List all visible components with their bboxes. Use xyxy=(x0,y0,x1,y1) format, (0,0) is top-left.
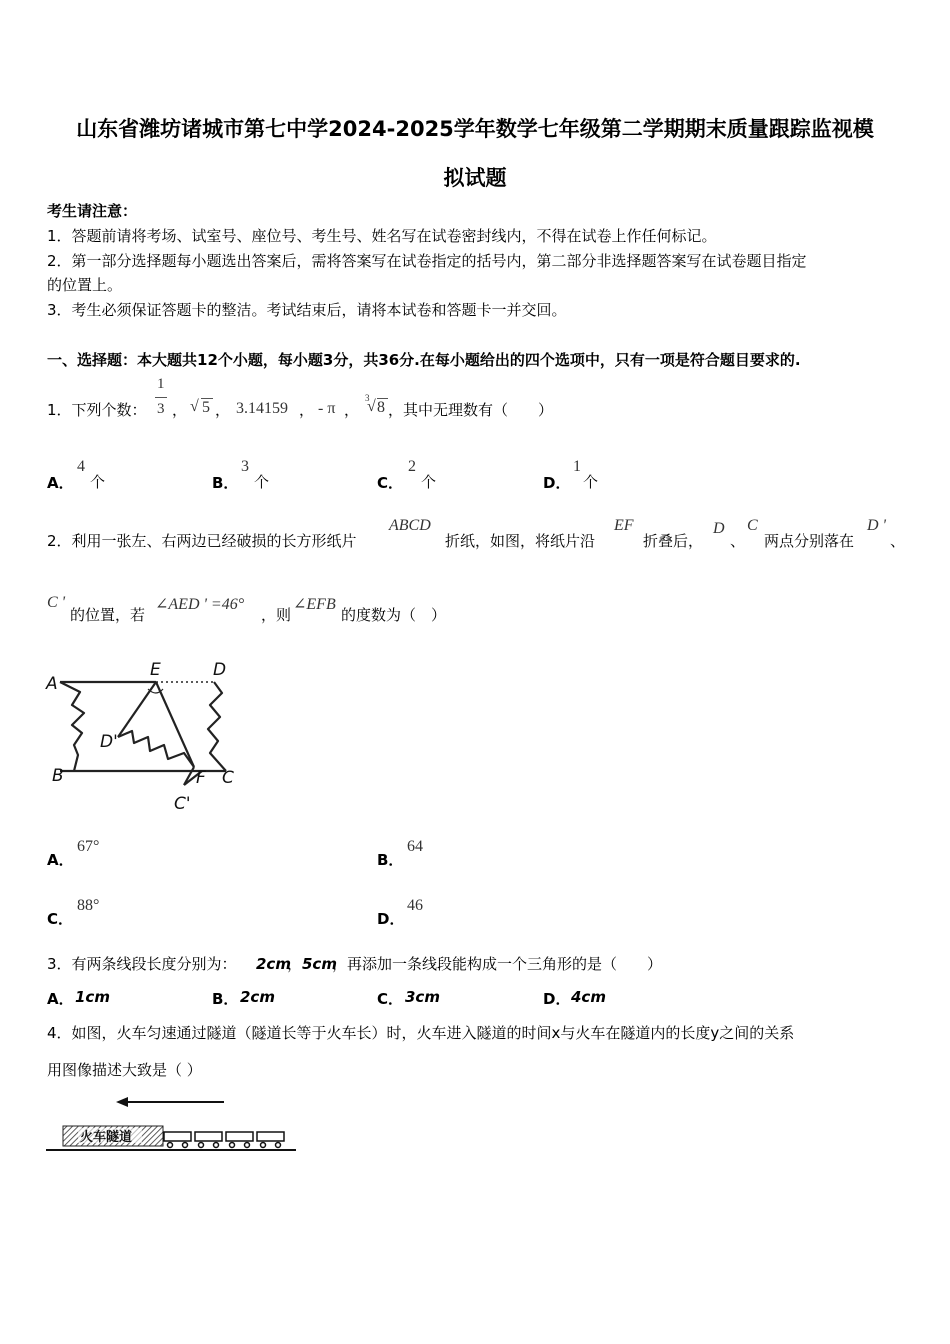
option-b-unit: 个 xyxy=(254,473,270,491)
label-b: B xyxy=(52,766,64,786)
wheel xyxy=(276,1143,281,1148)
question-1-suffix: ，其中无理数有（ ） xyxy=(388,401,554,419)
label-d: D xyxy=(213,660,227,680)
label-c-prime: C' xyxy=(174,794,191,814)
folded-torn-edge xyxy=(118,731,194,767)
option-c-unit: 个 xyxy=(421,473,437,491)
option-b-label: B． xyxy=(212,990,239,1008)
option-a-value: 67° xyxy=(77,838,100,855)
option-a-label: A． xyxy=(47,851,74,869)
option-b-label: B． xyxy=(212,474,239,492)
right-torn-edge xyxy=(208,682,226,771)
question-1-prefix: 1．下列个数： xyxy=(47,401,147,419)
fraction-denominator: 3 xyxy=(157,401,165,417)
train-car xyxy=(226,1132,253,1141)
separator: ， xyxy=(172,401,188,419)
option-c-label: C． xyxy=(47,910,74,928)
math-c: C xyxy=(747,517,758,534)
label-e: E xyxy=(150,660,161,680)
math-ef: EF xyxy=(614,517,634,534)
label-f: F xyxy=(196,768,206,788)
option-d-value: 46 xyxy=(407,897,423,914)
option-b-value: 2cm xyxy=(240,988,275,1006)
train-car xyxy=(164,1132,191,1141)
notice-item: 2．第一部分选择题每小题选出答案后，需将答案写在试卷指定的括号内，第二部分非选择题答案写在试卷题目指定 xyxy=(47,252,807,270)
separator: ， xyxy=(215,401,231,419)
option-a-value: 4 xyxy=(77,458,85,475)
question-4-text: 用图像描述大致是（ ） xyxy=(47,1061,202,1079)
option-d-value: 1 xyxy=(573,458,581,475)
tunnel-label: 火车隧道 xyxy=(80,1130,133,1145)
option-d-label: D． xyxy=(377,910,405,928)
question-2-text: 、 xyxy=(730,532,746,550)
question-3-value-1: 2cm xyxy=(256,955,291,973)
question-2-text: 2．利用一张左、右两边已经破损的长方形纸片 xyxy=(47,532,357,550)
train-car xyxy=(195,1132,222,1141)
folding-diagram xyxy=(44,655,244,817)
fraction-bar xyxy=(155,397,167,398)
question-2-text: ，则 xyxy=(261,606,292,624)
cbrt-index: 3 xyxy=(365,393,370,403)
label-c: C xyxy=(222,768,234,788)
option-c-label: C． xyxy=(377,474,404,492)
page-title: 山东省潍坊诸城市第七中学2024-2025学年数学七年级第二学期期末质量跟踪监视模 xyxy=(76,117,874,141)
left-torn-edge xyxy=(60,682,84,771)
option-a-unit: 个 xyxy=(90,473,106,491)
question-2-text: 两点分别落在 xyxy=(764,532,855,550)
page-title-continued: 拟试题 xyxy=(443,166,507,190)
cbrt-8-radicand: 8 xyxy=(377,399,385,416)
option-b-value: 3 xyxy=(241,458,249,475)
question-2-text: 折叠后， xyxy=(643,532,704,550)
wheel xyxy=(214,1143,219,1148)
label-a: A xyxy=(46,674,58,694)
math-c-prime: C ' xyxy=(47,594,66,611)
notice-item: 的位置上。 xyxy=(47,276,123,294)
option-a-value: 1cm xyxy=(75,988,110,1006)
notice-item: 3．考生必须保证答题卡的整洁。考试结束后，请将本试卷和答题卡一并交回。 xyxy=(47,301,567,319)
option-d-label: D． xyxy=(543,990,571,1008)
train-tunnel-diagram xyxy=(44,1092,300,1156)
arrow-head-icon xyxy=(116,1097,128,1107)
wheel xyxy=(183,1143,188,1148)
math-angle-aed: ∠AED ' =46° xyxy=(155,596,245,613)
question-3-text: ，再添加一条线段能构成一个三角形的是（ ） xyxy=(332,955,663,973)
separator: ， xyxy=(299,401,315,419)
train-car xyxy=(257,1132,284,1141)
option-a-label: A． xyxy=(47,474,74,492)
notice-heading: 考生请注意： xyxy=(47,202,138,220)
question-2-text: 的位置，若 xyxy=(70,606,146,624)
question-3-text: 3．有两条线段长度分别为： xyxy=(47,955,237,973)
option-c-value: 2 xyxy=(408,458,416,475)
question-4-text: 4．如图，火车匀速通过隧道（隧道长等于火车长）时，火车进入隧道的时间x与火车在隧道内的长度y之间的关系 xyxy=(47,1024,795,1042)
fraction-numerator: 1 xyxy=(157,376,165,392)
question-2-text: 、 xyxy=(890,532,906,550)
wheel xyxy=(245,1143,250,1148)
question-2-text: 折纸，如图，将纸片沿 xyxy=(445,532,596,550)
option-b-value: 64 xyxy=(407,838,423,855)
label-d-prime: D' xyxy=(100,732,118,752)
fold-e-f xyxy=(156,682,194,767)
notice-item: 1．答题前请将考场、试室号、座位号、考生号、姓名写在试卷密封线内，不得在试卷上作任何标记。 xyxy=(47,227,717,245)
wheel xyxy=(199,1143,204,1148)
option-c-value: 3cm xyxy=(405,988,440,1006)
question-3-value-2: 5cm xyxy=(302,955,337,973)
sqrt-5-radicand: 5 xyxy=(202,399,210,416)
sqrt-sign: √ xyxy=(190,398,199,415)
option-d-value: 4cm xyxy=(571,988,606,1006)
cbrt-sign: √ xyxy=(367,398,376,415)
math-d: D xyxy=(713,520,725,537)
separator: ， xyxy=(344,401,360,419)
option-a-label: A． xyxy=(47,990,74,1008)
decimal-value: 3.14159 xyxy=(236,400,288,417)
option-c-label: C． xyxy=(377,990,404,1008)
section-heading: 一、选择题：本大题共12个小题，每小题3分，共36分.在每小题给出的四个选项中，只有一项是符合题目要求的. xyxy=(47,351,801,369)
math-d-prime: D ' xyxy=(867,517,886,534)
question-2-text: 的度数为（ ） xyxy=(341,606,447,624)
option-d-label: D． xyxy=(543,474,571,492)
option-c-value: 88° xyxy=(77,897,100,914)
wheel xyxy=(261,1143,266,1148)
math-abcd: ABCD xyxy=(389,517,431,534)
wheel xyxy=(230,1143,235,1148)
separator: ， xyxy=(287,955,303,973)
math-angle-efb: ∠EFB xyxy=(293,596,336,613)
option-b-label: B． xyxy=(377,851,404,869)
wheel xyxy=(168,1143,173,1148)
neg-pi-value: - π xyxy=(318,400,336,417)
option-d-unit: 个 xyxy=(583,473,599,491)
